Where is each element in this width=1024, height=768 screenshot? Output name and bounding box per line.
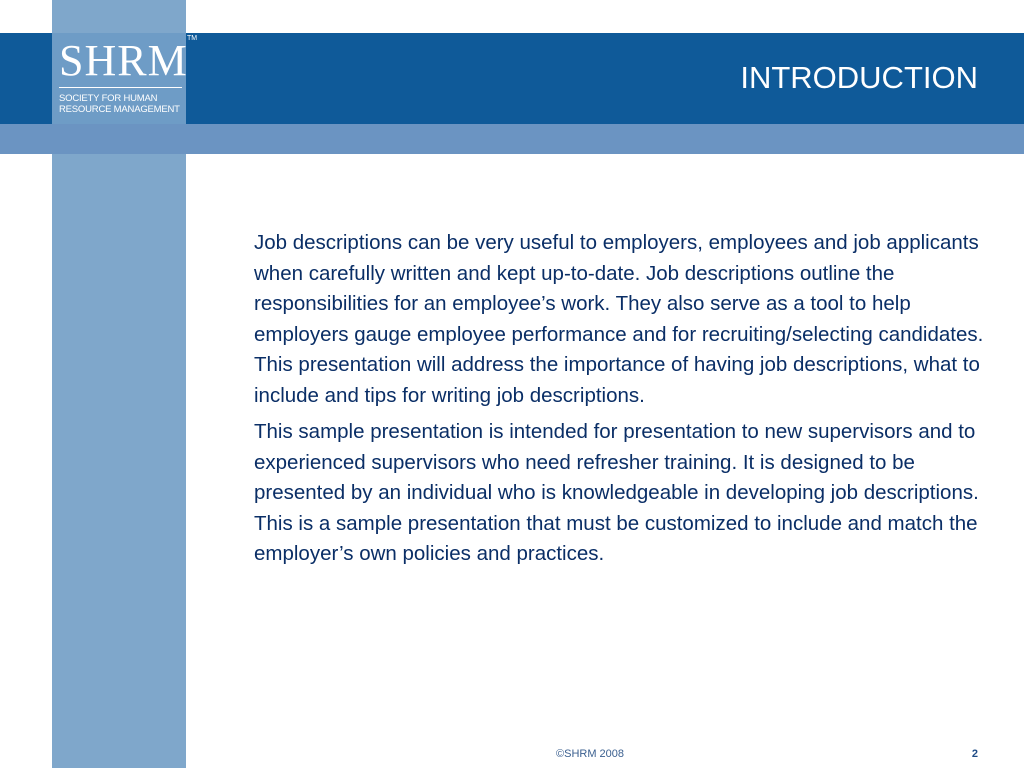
- page-number: 2: [971, 748, 978, 760]
- header-sub-band: [0, 124, 1024, 154]
- logo-mark: SHRM: [59, 36, 188, 85]
- body-text: [254, 228, 984, 576]
- logo-subtitle: [59, 93, 185, 115]
- paragraph-intro: Job descriptions can be very useful to employers, employees and job applicants when carefully written and kept up-to-date. Job descriptions outline the responsibilities for an employee’s work. They also serve as a tool to help employers gauge employee performance and for recruiting/selecting candidates. This presentation will address the importance of having job descriptions, what to include and tips for writing job descriptions.: [254, 231, 984, 407]
- paragraph-audience: This sample presentation is intended for presentation to new supervisors and to experienced supervisors who need refresher training. It is designed to be presented by an individual who is knowledgeable in developing job descriptions. This is a sample presentation that must be customized to include and match the employer’s own policies and practices.: [254, 420, 979, 565]
- shrm-logo: [52, 33, 198, 124]
- logo-trademark: TM: [187, 35, 198, 42]
- logo-divider: [59, 87, 182, 88]
- logo-subtitle-line2: RESOURCE MANAGEMENT: [59, 104, 180, 115]
- footer-copyright: ©SHRM 2008: [556, 748, 625, 760]
- slide-title: INTRODUCTION: [740, 60, 978, 95]
- logo-subtitle-line1: SOCIETY FOR HUMAN: [59, 93, 158, 104]
